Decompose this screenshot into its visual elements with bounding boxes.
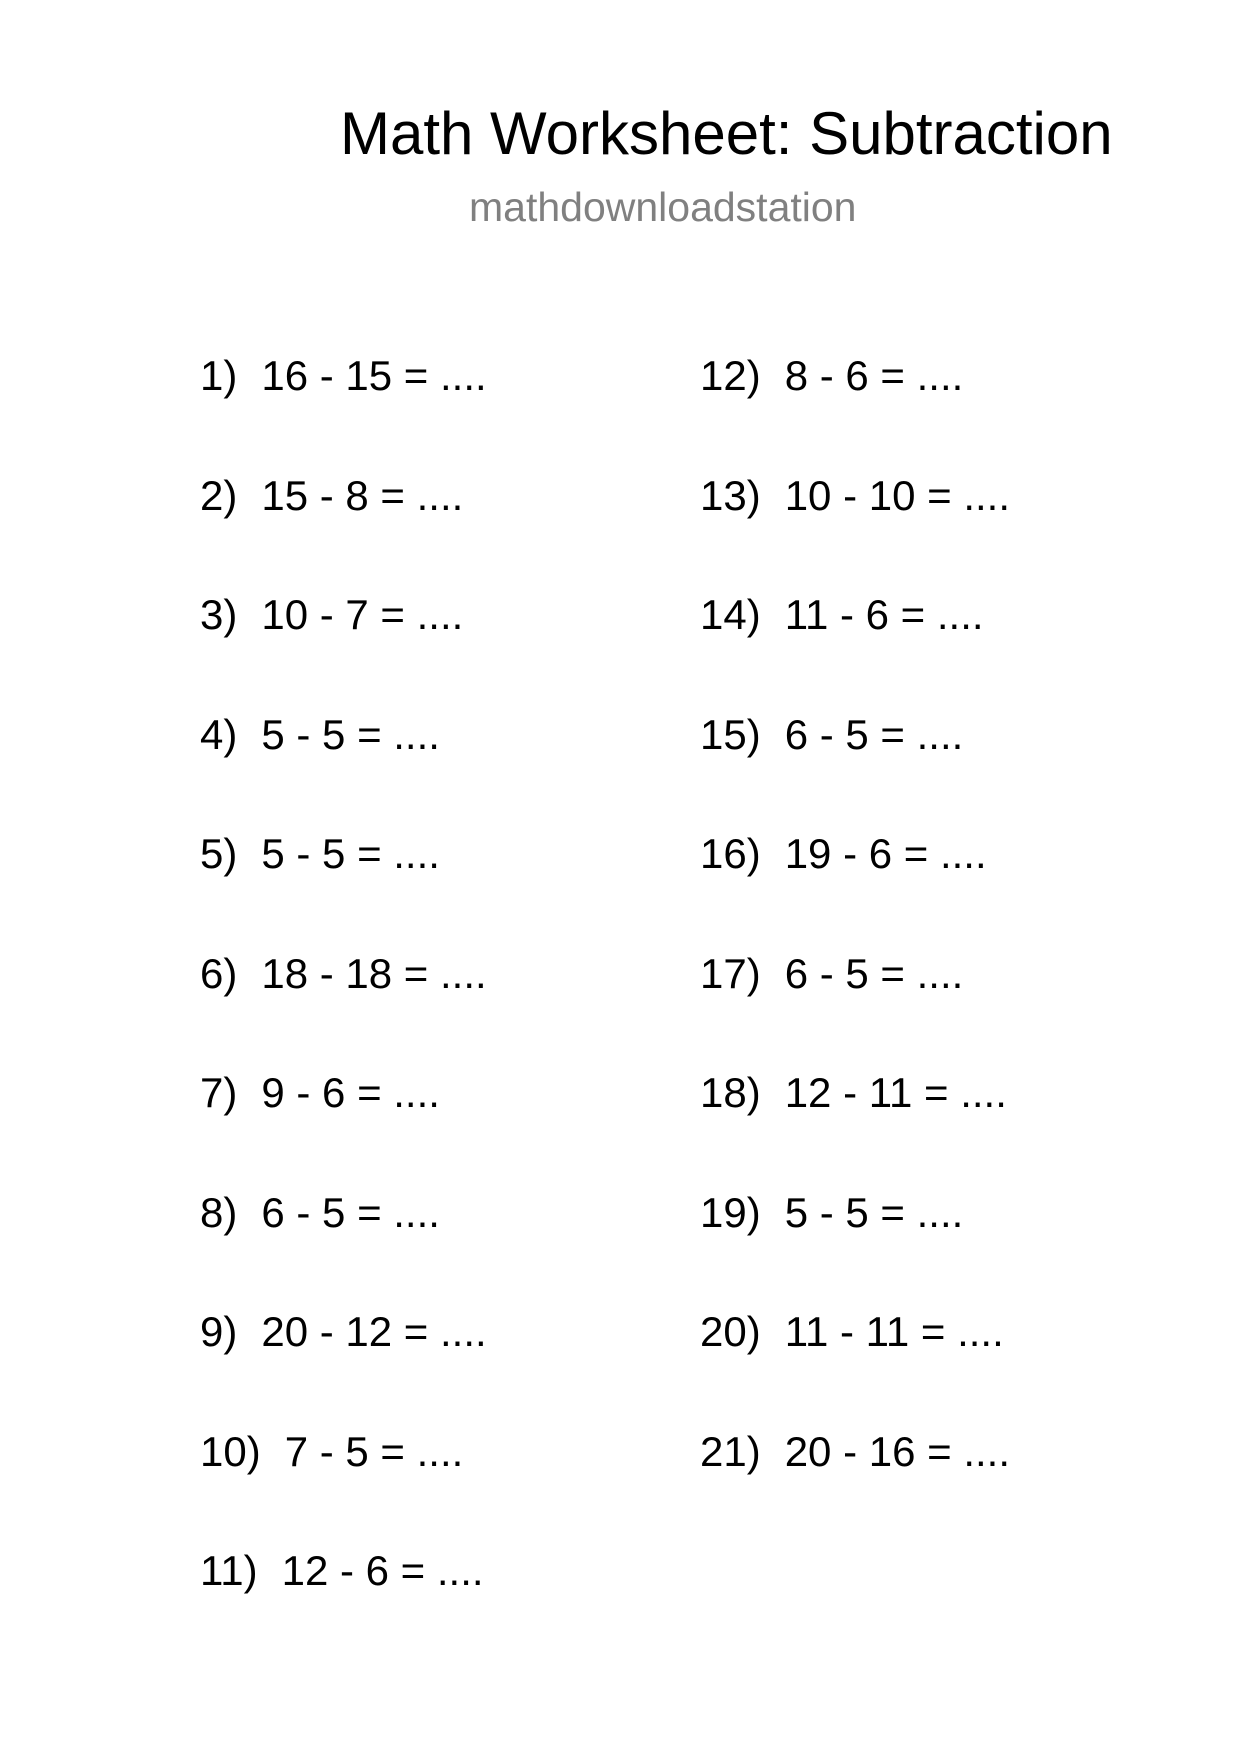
- problem-expression: 9 - 6 = ....: [261, 1069, 440, 1116]
- problem-10: [200, 1428, 487, 1548]
- problem-number: 3): [200, 591, 238, 638]
- problem-expression: 12 - 6 = ....: [281, 1547, 484, 1594]
- problem-expression: 10 - 10 = ....: [784, 471, 1011, 519]
- problem-7: [200, 1069, 487, 1189]
- problem-5: [200, 830, 487, 950]
- problem-1: [200, 352, 487, 472]
- problem-number: 13): [700, 471, 761, 519]
- problem-9: [200, 1308, 487, 1428]
- problem-15: [700, 711, 1010, 831]
- problem-13: [700, 472, 1010, 592]
- problem-number: 20): [700, 1308, 761, 1355]
- problem-14: [700, 591, 1010, 711]
- problem-number: 11): [200, 1547, 258, 1594]
- problem-number: 5): [200, 830, 238, 877]
- problem-expression: 18 - 18 = ....: [261, 949, 487, 997]
- problem-18: [700, 1069, 1010, 1189]
- problem-17: [700, 950, 1010, 1070]
- problem-expression: 20 - 12 = ....: [261, 1308, 487, 1355]
- problem-number: 14): [700, 591, 761, 638]
- problem-3: [200, 591, 487, 711]
- problem-number: 12): [700, 352, 761, 399]
- problem-expression: 16 - 15 = ....: [261, 352, 487, 399]
- problem-expression: 5 - 5 = ....: [784, 1188, 964, 1236]
- problem-expression: 15 - 8 = ....: [261, 471, 464, 519]
- problem-expression: 11 - 6 = ....: [784, 591, 984, 638]
- problem-column-left: [200, 352, 487, 1667]
- problem-number: 16): [700, 830, 761, 877]
- problem-column-right: [700, 352, 1010, 1547]
- problem-expression: 6 - 5 = ....: [261, 1188, 440, 1236]
- problem-number: 4): [200, 710, 238, 758]
- problem-6: [200, 950, 487, 1070]
- problem-19: [700, 1189, 1010, 1309]
- problem-8: [200, 1189, 487, 1309]
- page-subtitle: mathdownloadstation: [469, 184, 857, 230]
- problem-number: 21): [700, 1427, 761, 1475]
- problem-number: 9): [200, 1308, 238, 1355]
- problem-12: [700, 352, 1010, 472]
- problem-number: 10): [200, 1427, 261, 1475]
- problem-number: 1): [200, 352, 238, 399]
- problem-expression: 10 - 7 = ....: [261, 591, 464, 638]
- problem-number: 7): [200, 1069, 238, 1116]
- problem-expression: 6 - 5 = ....: [784, 949, 964, 997]
- problem-expression: 8 - 6 = ....: [784, 352, 964, 399]
- problem-number: 2): [200, 471, 238, 519]
- problem-number: 19): [700, 1188, 761, 1236]
- problem-20: [700, 1308, 1010, 1428]
- problem-expression: 20 - 16 = ....: [784, 1427, 1011, 1475]
- problem-4: [200, 711, 487, 831]
- problem-number: 17): [700, 949, 761, 997]
- problem-21: [700, 1428, 1010, 1548]
- problem-expression: 5 - 5 = ....: [261, 710, 440, 758]
- problem-number: 6): [200, 949, 238, 997]
- problem-number: 15): [700, 710, 761, 758]
- problem-expression: 19 - 6 = ....: [784, 830, 987, 877]
- page-title: Math Worksheet: Subtraction: [340, 100, 1113, 167]
- problem-number: 8): [200, 1188, 238, 1236]
- problem-16: [700, 830, 1010, 950]
- problem-expression: 12 - 11 = ....: [784, 1069, 1007, 1116]
- problem-expression: 7 - 5 = ....: [284, 1427, 464, 1475]
- problem-expression: 5 - 5 = ....: [261, 830, 440, 877]
- problem-11: [200, 1547, 487, 1667]
- problem-number: 18): [700, 1069, 761, 1116]
- problem-expression: 6 - 5 = ....: [784, 710, 964, 758]
- problem-expression: 11 - 11 = ....: [784, 1308, 1004, 1355]
- problem-2: [200, 472, 487, 592]
